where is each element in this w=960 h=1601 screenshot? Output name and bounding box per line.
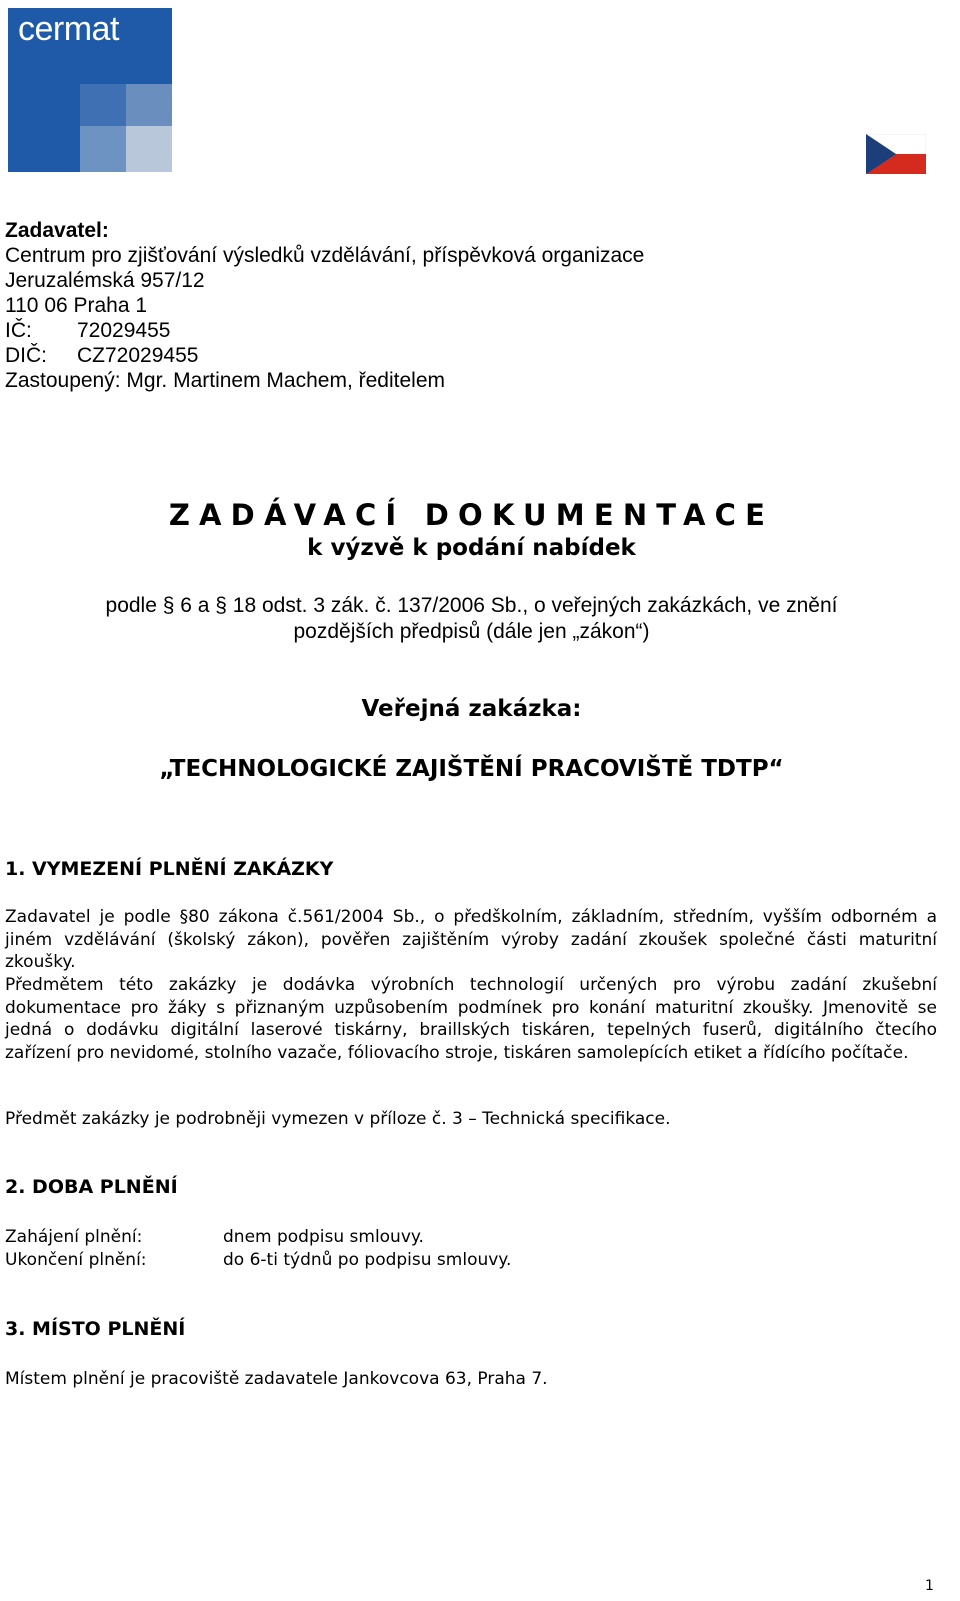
dic-label: DIČ: (5, 344, 47, 367)
authority-label: Zadavatel: (5, 219, 109, 242)
page-number: 1 (925, 1578, 934, 1594)
law-line-2: pozdějších předpisů (dále jen „zákon“) (293, 620, 650, 643)
authority-city: 110 06 Praha 1 (5, 294, 148, 317)
start-row (5, 1226, 424, 1249)
contract-label: Veřejná zakázka: (361, 696, 582, 722)
contract-name: „TECHNOLOGICKÉ ZAJIŠTĚNÍ PRACOVIŠTĚ TDTP“ (159, 756, 784, 782)
section-1-paragraph-1: Zadavatel je podle §80 zákona č.561/2004 Sb., o předškolním, základním, středním, vyšším odborném a jiném vzdělávání (školský zákon), pověřen zajištěním výroby zadání zkoušek společné části maturitní zkoušky. (5, 907, 937, 973)
dic-value: CZ72029455 (77, 344, 199, 367)
authority-dic (5, 343, 644, 368)
authority-representative: Zastoupený: Mgr. Martinem Machem, ředitelem (5, 369, 445, 392)
end-label: Ukončení plnění: (5, 1250, 147, 1270)
document-subtitle: k výzvě k podání nabídek (307, 535, 636, 561)
ic-label: IČ: (5, 319, 32, 342)
section-3-text: Místem plnění je pracoviště zadavatele Jankovcova 63, Praha 7. (5, 1369, 548, 1389)
end-row (5, 1249, 511, 1272)
authority-street: Jeruzalémská 957/12 (5, 269, 205, 292)
end-value: do 6-ti týdnů po podpisu smlouvy. (223, 1250, 512, 1270)
cermat-logo (8, 8, 172, 172)
authority-ic (5, 318, 644, 343)
section-1-paragraph-2: Předmětem této zakázky je dodávka výrobních technologií určených pro výrobu zadání zkušební dokumentace pro žáky s přiznaným uzpůsobením podmínek pro konání maturitní zkoušky. Jmenovitě se jedná o dodávku digitální laserové tiskárny, braillských tiskáren, tepelných fuserů, digitálního čtecího zařízení pro nevidomé, stolního vazače, fóliovacího stroje, tiskáren samolepících etiket a řídícího počítače. (5, 975, 937, 1063)
contracting-authority (5, 218, 644, 393)
section-1-paragraph-3: Předmět zakázky je podrobněji vymezen v příloze č. 3 – Technická specifikace. (5, 1109, 671, 1129)
document-title: ZADÁVACÍ DOKUMENTACE (168, 498, 775, 532)
authority-name: Centrum pro zjišťování výsledků vzdělávání, příspěvková organizace (5, 244, 645, 267)
logo-text: cermat (18, 10, 119, 48)
ic-value: 72029455 (77, 319, 171, 342)
czech-flag-icon (866, 134, 926, 174)
law-reference (0, 593, 943, 645)
start-label: Zahájení plnění: (5, 1227, 143, 1247)
section-3-heading: 3. MÍSTO PLNĚNÍ (5, 1318, 186, 1340)
section-1-heading: 1. VYMEZENÍ PLNĚNÍ ZAKÁZKY (5, 858, 334, 880)
law-line-1: podle § 6 a § 18 odst. 3 zák. č. 137/2006 Sb., o veřejných zakázkách, ve znění (105, 594, 838, 617)
section-2-heading: 2. DOBA PLNĚNÍ (5, 1176, 178, 1198)
start-value: dnem podpisu smlouvy. (223, 1227, 424, 1247)
